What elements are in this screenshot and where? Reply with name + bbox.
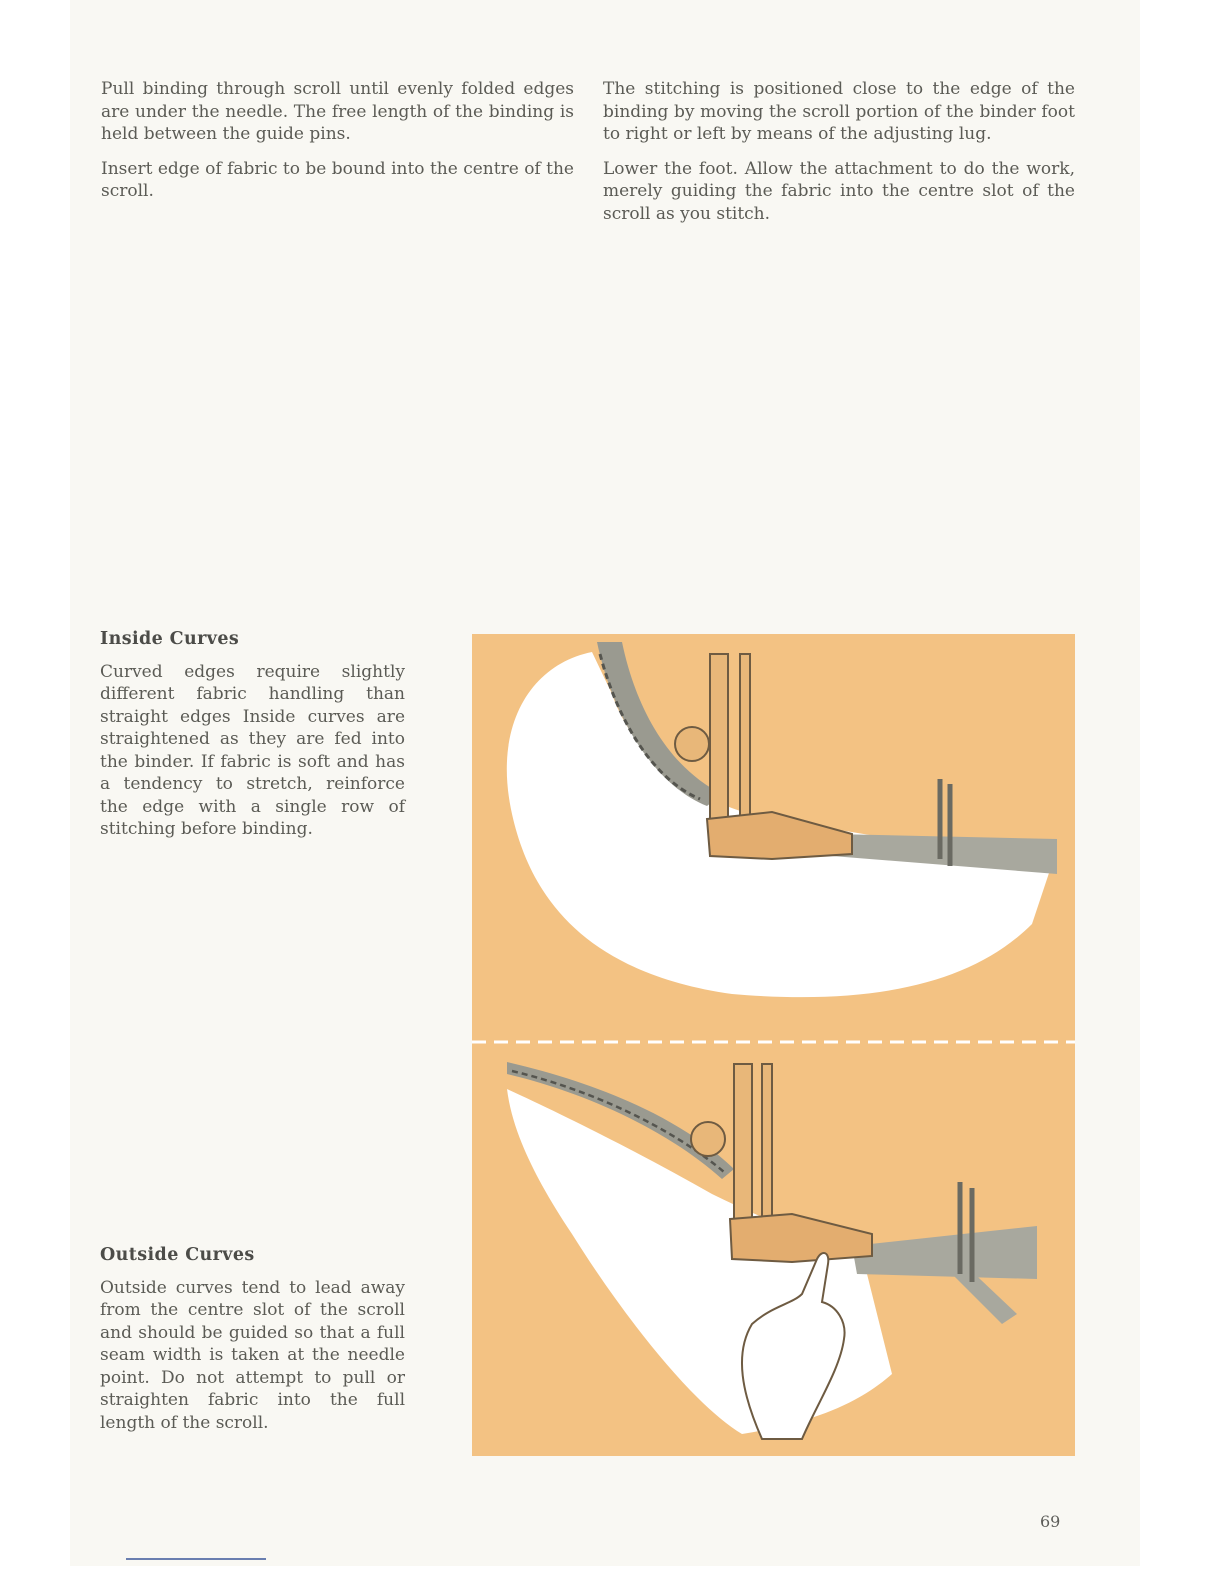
- inside-curve-thumb-screw: [675, 727, 709, 761]
- binder-illustration-svg: [472, 634, 1075, 1456]
- outside-curve-thumb-screw: [691, 1122, 725, 1156]
- outside-curves-body: Outside curves tend to lead away from the centre slot of the scroll and should be guided so that a full seam width is taken at the needle point. Do not attempt to pull or straighten fabric into the full length of the scroll.: [100, 1277, 405, 1433]
- inside-curves-body: Curved edges require slightly different fabric handling than straight edges Inside curves are straightened as they are fed into the binder. If fabric is soft and has a tendency to stretch, reinforce the edge with a single row of stitching before binding.: [100, 661, 405, 839]
- binder-illustration: [472, 634, 1075, 1456]
- outside-curve-binder-foot: [730, 1214, 872, 1262]
- top-left-column: [101, 78, 574, 215]
- outside-curves-heading: Outside Curves: [100, 1245, 255, 1265]
- inside-curves-section: [100, 628, 405, 853]
- bottom-rule: [126, 1558, 266, 1560]
- top-right-column: [603, 78, 1075, 237]
- paragraph-insert-edge: Insert edge of fabric to be bound into the centre of the scroll.: [101, 158, 574, 201]
- paragraph-lower-foot: Lower the foot. Allow the attachment to do the work, merely guiding the fabric into the centre slot of the scroll as you stitch.: [603, 158, 1075, 224]
- inside-curve-illustration: [507, 642, 1057, 997]
- outside-curve-illustration: [507, 1062, 1037, 1439]
- inside-curve-presser-bar: [710, 654, 728, 829]
- page-bottom-edge: [70, 1566, 1140, 1584]
- outside-curve-binding-tail: [852, 1226, 1037, 1279]
- paragraph-stitching-position: The stitching is positioned close to the edge of the binding by moving the scroll portion of the binder foot to right or left by means of the adjusting lug.: [603, 79, 1075, 144]
- inside-curve-binder-foot: [707, 812, 852, 859]
- inside-curves-heading: Inside Curves: [100, 629, 240, 649]
- outside-curve-presser-bar: [734, 1064, 752, 1224]
- page-number: 69: [1040, 1512, 1061, 1531]
- paragraph-pull-binding: Pull binding through scroll until evenly folded edges are under the needle. The free length of the binding is held between the guide pins.: [101, 79, 574, 144]
- outside-curves-section: [100, 1244, 405, 1446]
